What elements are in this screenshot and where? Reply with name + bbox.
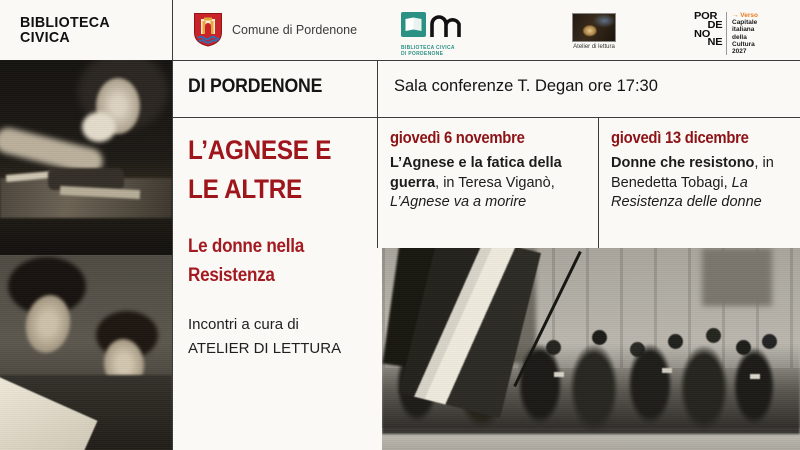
venue-time-label: Sala conferenze T. Degan ore 17:30 [394,77,658,95]
page-subtitle: Le donne nella Resistenza [188,236,304,286]
event-1-description: L’Agnese e la fatica della guerra, in Teresa Viganò, L’Agnese va a morire [390,155,562,210]
divider-left-column [172,0,173,450]
event-2-description: Donne che resistono, in Benedetta Tobagi, La Resistenza delle donne [611,155,774,210]
divider-events [598,117,599,248]
divider-main-events [377,60,378,248]
page-title: L’AGNESE E LE ALTRE [188,135,332,204]
partisan-women-march-bw-photo [382,248,800,450]
seated-woman-bw-photo [0,60,172,255]
event-2-date: giovedì 13 dicembre [611,129,749,147]
brand-biblioteca-civica [20,15,110,45]
logo-biblioteca-civica-pordenone [401,11,511,57]
divider-subheader [172,117,800,118]
photo-detail [702,248,772,306]
verso-arrow-label: → Verso [732,12,759,19]
atelier-painting-thumbnail [572,13,616,42]
divider-masthead [172,60,800,61]
pordenone-logo-divider [726,12,727,55]
pordenone-wordmark: POR DE NO NE [694,10,723,49]
biblioteca-logo-label: BIBLIOTECA CIVICA DI PORDENONE [401,45,455,57]
event-1-date: giovedì 6 novembre [390,129,525,147]
two-women-reading-bw-photo [0,255,172,450]
logo-comune-di-pordenone [193,12,357,48]
pordenone-tagline: → Verso Capitale italiana della Cultura 2027 [732,12,759,56]
photo-detail [82,112,116,142]
biblioteca-civica-book-arches-icon [401,11,461,39]
brand-line3-di-pordenone: DI PORDENONE [188,76,323,97]
event-1 [390,129,586,213]
pordenone-crest-icon [193,12,223,48]
event-2 [611,129,791,213]
atelier-caption: Atelier di lettura [573,44,615,50]
brand-line2: CIVICA [20,29,71,46]
curator-note: Incontri a cura di ATELIER DI LETTURA [188,316,342,357]
logo-pordenone-capitale-2027 [694,12,758,55]
comune-label: Comune di Pordenone [232,23,358,37]
brand-line1: BIBLIOTECA [20,14,110,31]
logo-atelier-di-lettura [564,13,624,50]
